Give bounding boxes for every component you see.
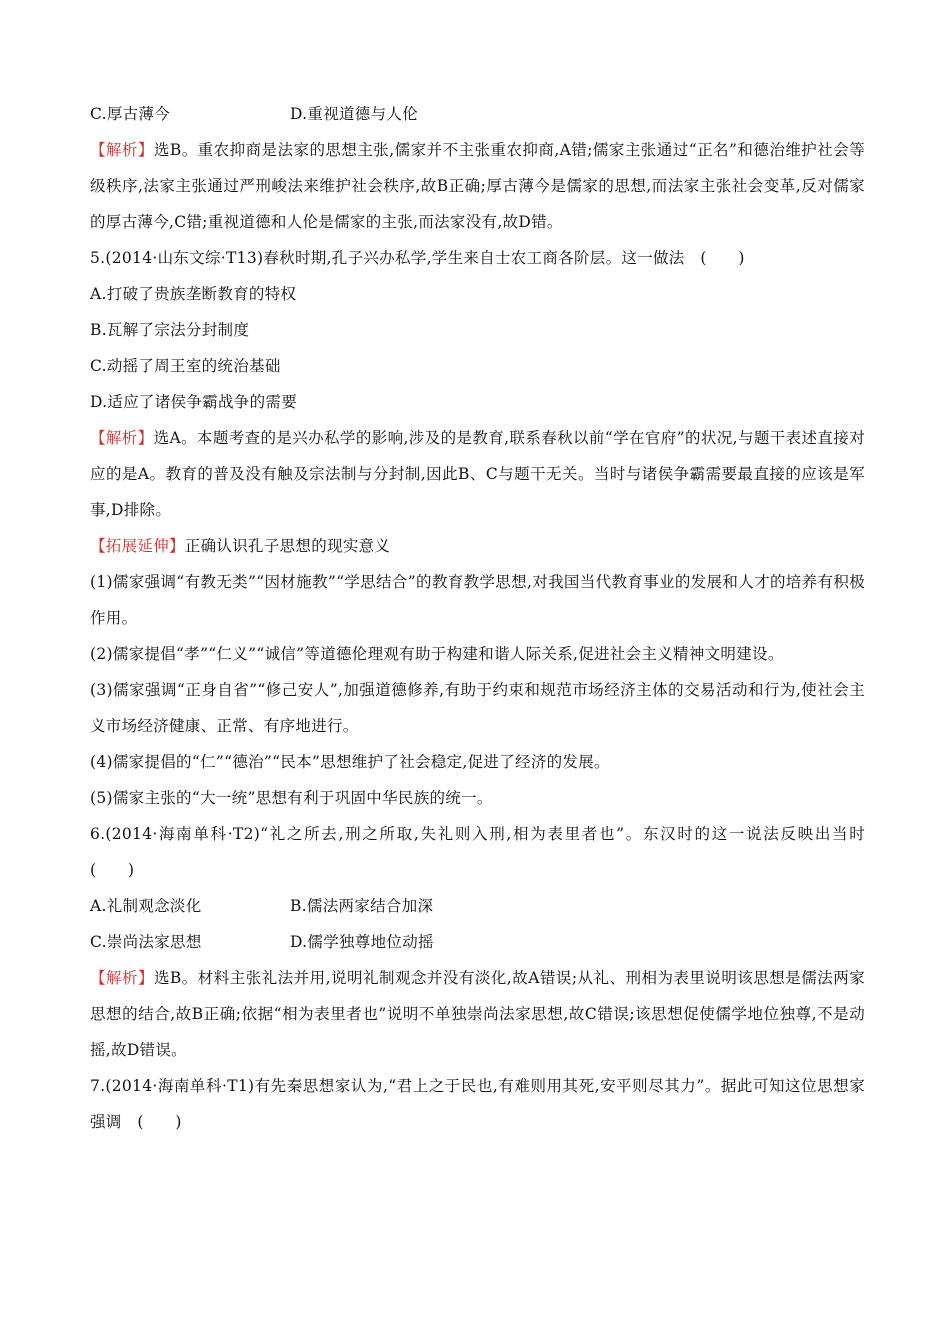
q5-option-c: C.动摇了周王室的统治基础 (90, 357, 281, 375)
q6-option-b: B.儒法两家结合加深 (290, 897, 434, 915)
q6-option-c: C.崇尚法家思想 (90, 933, 202, 951)
q6-option-d: D.儒学独尊地位动摇 (290, 933, 434, 951)
extension-item: (5)儒家主张的“大一统”思想有利于巩固中华民族的统一。 (90, 789, 493, 807)
q4-analysis (90, 132, 865, 240)
document-page (90, 96, 881, 1140)
analysis-text: 选A。本题考查的是兴办私学的影响,涉及的是教育,联系春秋以前“学在官府”的状况,与题干表述直接对应的是A。教育的普及没有触及宗法制与分封制,因此B、C与题干无关。当时与诸侯争霸需要最直接的应该是军事,D排除。 (90, 429, 865, 519)
analysis-tag: 【解析】 (90, 141, 154, 159)
q6-stem: 6.(2014·海南单科·T2)“礼之所去,刑之所取,失礼则入刑,相为表里者也”。东汉时的这一说法反映出当时 ( ) (90, 825, 881, 879)
analysis-text: 选B。材料主张礼法并用,说明礼制观念并没有淡化,故A错误;从礼、刑相为表里说明该思想是儒法两家思想的结合,故B正确;依据“相为表里者也”说明不单独崇尚法家思想,故C错误;该思想促使儒学地位独尊,不是动摇,故D错误。 (90, 969, 866, 1059)
q5-analysis (90, 420, 865, 528)
q6-options-ab (90, 888, 865, 924)
extension-title: 正确认识孔子思想的现实意义 (184, 537, 391, 555)
q6-option-a: A.礼制观念淡化 (90, 897, 202, 915)
q4-options-cd (90, 96, 865, 132)
extension-item: (4)儒家提倡的“仁”“德治”“民本”思想维护了社会稳定,促进了经济的发展。 (90, 753, 610, 771)
analysis-text: 选B。重农抑商是法家的思想主张,儒家并不主张重农抑商,A错;儒家主张通过“正名”和德治维护社会等级秩序,法家主张通过严刑峻法来维护社会秩序,故B正确;厚古薄今是儒家的思想,而法家主张社会变革,反对儒家的厚古薄今,C错;重视道德和人伦是儒家的主张,而法家没有,故D错。 (90, 141, 865, 231)
q5-option-d: D.适应了诸侯争霸战争的需要 (90, 393, 298, 411)
q4-option-d: D.重视道德与人伦 (290, 105, 419, 123)
q6-options-cd (90, 924, 865, 960)
q4-option-c: C.厚古薄今 (90, 105, 171, 123)
analysis-tag: 【解析】 (90, 429, 154, 447)
q5-option-a: A.打破了贵族垄断教育的特权 (90, 285, 297, 303)
q5-option-b: B.瓦解了宗法分封制度 (90, 321, 250, 339)
extension-item: (3)儒家强调“正身自省”“修己安人”,加强道德修养,有助于约束和规范市场经济主体的交易活动和行为,使社会主义市场经济健康、正常、有序地进行。 (90, 681, 865, 735)
q5-stem: 5.(2014·山东文综·T13)春秋时期,孔子兴办私学,学生来自士农工商各阶层。这一做法 ( ) (90, 249, 745, 267)
extension-item: (2)儒家提倡“孝”“仁义”“诚信”等道德伦理观有助于构建和谐人际关系,促进社会主义精神文明建设。 (90, 645, 784, 663)
q6-analysis (90, 960, 865, 1068)
extension-heading (90, 528, 865, 564)
q7-stem: 7.(2014·海南单科·T1)有先秦思想家认为,“君上之于民也,有难则用其死,安平则尽其力”。据此可知这位思想家强调 ( ) (90, 1077, 865, 1131)
extension-tag: 【拓展延伸】 (90, 537, 185, 555)
analysis-tag: 【解析】 (90, 969, 154, 987)
extension-item: (1)儒家强调“有教无类”“因材施教”“学思结合”的教育教学思想,对我国当代教育事业的发展和人才的培养有积极作用。 (90, 573, 865, 627)
